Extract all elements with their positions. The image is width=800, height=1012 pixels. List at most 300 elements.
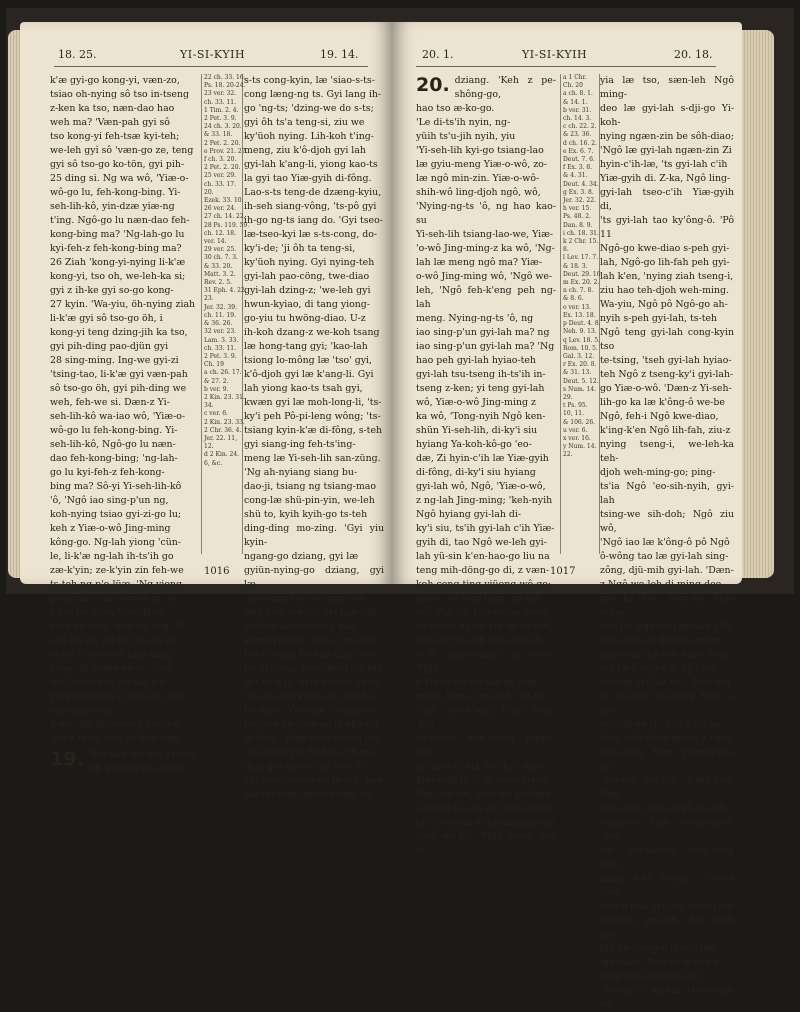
text-line: 28 sing-ming. Ing-we gyi-zi [50,355,179,366]
text-line: tao ao-dön kw'ü-sao, 'be ho [244,691,374,702]
text-line: lah læ k'ông-ô ts-teh mih- [600,943,722,954]
left-text-column-1 [50,74,197,774]
cross-reference: 31 Eph. 4. 22, [204,287,247,295]
text-line: ts gyi-lah tao-tsing Ngô s-peh [600,691,734,716]
cross-reference: b ver. 9. [204,385,229,393]
cross-reference: Deut. 5. 12. [563,377,599,385]
cross-reference: 25 ver. 29. [204,172,237,180]
text-line: feh-hwun-hyi; ng-lah kæ- [50,677,169,688]
cross-reference: Deut. 29. 16. [563,270,603,278]
text-line: 25 ding si. Ng wa wô, 'Yiæ-o- [50,173,189,184]
cross-reference: & 18. 3. [563,262,588,270]
right-header-verse-end: 20. 18. [674,48,713,61]
text-line: s-ts cong-kyin, læ 'siao-s-ts- [244,75,375,86]
cross-reference: 6, &c. [204,459,223,467]
text-line: kwæn gyi læ moh-long-li, 'ts- [244,397,382,408]
text-line: koh-cong ting yiüong-wô-go; [600,747,734,772]
cross-reference: Ezek. 33. 10. [204,197,244,205]
left-running-header [20,48,392,64]
cross-reference: g Ex. 3. 8. [563,188,594,196]
text-line: ts'ia Ngô 'eo-sih-nyih, gyi-lah [600,481,734,506]
cross-reference: b ver. 31. [563,106,592,114]
left-cross-references [201,74,250,554]
text-line: ngæn-zin be sôh-diao. 'Ngô [600,649,730,660]
text-line: z Ngô we-leh di ming-deo [600,579,722,590]
text-line: yiu kyin-ngang-go ts-teh, hao [244,775,383,786]
text-line: yiu ka tso, sæn-leh Ngô ming- [600,593,734,618]
text-line: 'ô, 'Ngô iao sing-p'un ng, [50,495,169,506]
cross-reference: m Ex. 20. 2. [563,279,600,287]
text-line: 'Ngô iao læ k'ông-ô pô Ngô [600,537,730,548]
right-running-header [392,48,742,64]
text-line: kw'öng-ün kæn-ao ih-shü-go [244,719,379,730]
cross-reference: & 33. 18. [204,131,233,139]
text-line: ky'üoh nying. Lih-koh t'ing- [244,131,374,142]
text-line: kông-go. Ng-lah yiong 'cün- [50,537,181,548]
text-line: ting kao, we-leh gyi kao-c'ih [244,607,378,618]
text-line: ngæn-pah gyi-lah, ts-teh feh [600,901,734,912]
text-line: nyih s-peh gyi-lah, ts-teh [600,313,718,324]
text-line: wô, 'Ng-lah koh-nying yiong [416,607,550,618]
text-line: teh Ngô z tseng-ky'i gyi-lah- [600,369,734,380]
text-line: lah k'en, 'nying ziah tseng-i, [600,271,734,282]
text-line: go lu kyi-feh-z feh-kong- [50,467,165,478]
left-header-verse-start: 18. 25. [58,48,97,61]
text-line: ka wô, 'Tong-nyih Ngô ken- [416,411,546,422]
cross-reference: & 36. 26. [204,320,233,328]
cross-reference: q Lev. 18. 5. [563,336,600,344]
text-line: z-ken ka tso, næn-dao hao [50,103,175,114]
text-line: we-leh gyi sô 'væn-go ze, teng [50,145,194,156]
text-line: teng mih-döng-go di, z væn- [600,733,734,744]
text-line: yia læ tso, sæn-leh Ngô ming- [600,75,734,100]
text-line: læ-tseo-kyi læ s-ts-cong, do- [244,229,378,240]
chapter-20-number: 20. [416,74,450,96]
text-line: dæ, Zi hyin-c'ih læ Yiæ-gyih [416,453,549,464]
text-line: zông, djü-mih gyi-lah. 'Dæn- [600,565,734,576]
text-line: bing ma? Sô-yi Yi-seh-lih-kô [50,481,182,492]
text-line: ding-ding mo-zing. 'Gyi yiu kyin- [244,523,384,548]
cross-reference: 20. [204,188,214,196]
cross-reference: d 2 Kin. 24. [204,451,240,459]
text-line: ky'üoh nying. Gyi nying-teh [244,257,375,268]
text-line: sô tso-go öh, gyi pih-ding we [50,383,187,394]
text-line: nying tseng-i, we-leh-ka teh- [600,439,734,464]
text-line: Ngô, feh-k'ong t'ing Ngô, 'feh [416,705,556,730]
text-line: 'Ng ah-nyiang siang bu- [244,467,358,478]
cross-reference: 2 Kin. 23. 33. [204,418,245,426]
left-column-2-lines [244,74,384,802]
text-line: hwun-kyiao, di tang yiong- [244,299,370,310]
text-line: tso kong-yi feh-tsæ kyi-teh; [50,131,180,142]
cross-reference: ch. 11. 19. [204,311,237,319]
cross-reference: u ver. 6. [563,426,588,434]
text-line: ying tsün yiæ zi cün-læ, hao [50,691,184,702]
text-line: 'feh-iao i ng-lah tsu-tseng-go [600,985,734,1010]
text-line: deo læ Ngô ling gyi-lah c'ih [600,621,731,632]
cross-reference: Dan. 8. 9. [563,221,593,229]
text-line: we gyi-lah-go sing-zông tseh [600,845,734,870]
text-line: shün Yi-seh-lih, di-ky'i siu [416,425,538,436]
text-line: ih-seh siang-vông, 'ts-pô gyi [244,201,377,212]
cross-reference: & 33. 20. [204,262,233,270]
text-line: meng. Nying-ng-ts 'ô, ng [416,313,534,324]
text-line: Yiæ-gyih di. Z-ka, Ngô ling- [600,173,731,184]
text-line: iao sing-p'un gyi-lah ma? 'Ng [416,341,555,352]
text-line: djü-diao. 'Ngô læ k'ông-ô [600,957,720,968]
left-refs-list [204,74,250,468]
cross-reference: x ver. 16. [563,434,591,442]
text-line: si ni? 'Yiæ-o-wô Jing-ming [50,649,173,660]
text-line: 'Ngô læ gyi-lah ngæn-zin Zi [600,145,732,156]
text-line: keh z Yiæ-o-wô Jing-ming [50,523,171,534]
text-line: di-fông. 'Ping-ts'ia dzong gyi [244,733,379,744]
text-line: 'o-wô Jing-ming-z ka wô, 'Ng- [416,243,555,254]
text-line: k'ing-k'en Ngô lih-fah, ziu-z [600,425,731,436]
text-line: Ngô hyiang gyi-lah di- [416,509,522,520]
left-page-number: 1016 [204,566,230,577]
text-line: kyi-feh-z feh-kong-bing ma? [50,243,182,254]
text-line: ts-teh ng p'o-lüæ. 'Ng yiong [50,579,183,590]
text-line: cong-læ shü-pin-yin, we-leh [244,495,375,506]
cross-reference: ch. 12. 18. [204,229,237,237]
left-header-rule [54,66,368,67]
text-line: lah, Ngô-go lih-fah peh gyi- [600,257,730,268]
text-line: gyi-lah k'ang-li, yiong kao-ts [244,159,378,170]
text-line: k'ô-djoh gyi læ k'ang-li. Gyi [244,369,374,380]
text-line: 'Yi-seh-lih kyi-go tsiang-lao [416,145,544,156]
right-text-column-2 [600,74,734,1010]
text-line: diao gyi ko-ts; 'gyi tsæ ih- [244,761,367,772]
chapter-19-start [50,748,197,776]
text-line: wô-go lu, feh-kong-bing. Yi- [50,187,181,198]
text-line: ô-wông tao læ gyi-lah sing- [600,551,729,562]
text-line: 2 wô, Ng ah-nyiang z soh-zi [50,719,182,730]
cross-reference: k 2 Chr. 15. [563,238,599,246]
text-line: meng læ Yi-seh-lih san-züng. [244,453,381,464]
cross-reference: Ex. 13. 18. [563,311,596,319]
cross-reference: 2 Pet. 2. 20. [204,164,241,172]
text-line: dziang. 'Keh z pe-shông-go, [454,75,556,100]
text-line: dao-cong yiu ho fah-c'ih me- [244,747,379,758]
text-line: go in-veh, yia 'feh ky'i-diao [416,761,544,772]
text-line: leh ô-wông be bah-diao, tiu- [244,649,377,660]
cross-reference: 34. [204,402,214,410]
text-line: weh, feh-we si. Dæn-z Yi- [50,397,170,408]
text-line: dao feh-kong-bing; 'ng-lah- [50,453,178,464]
cross-reference: a 1 Chr. [563,74,587,81]
text-line: tsing-we sih-doh; Ngô ziu wô, [600,509,734,534]
cross-reference: & 27. 2. [204,377,229,385]
text-line: 'ts gyi-lah tao ky'ông-ô. 'Pô 11 [600,215,734,240]
cross-reference: 23 ver. 32. [204,90,237,98]
text-line: hao tso æ-ko-go. [416,103,495,114]
text-line: wô, Yiæ-o-wô Jing-ming z [416,397,536,408]
right-page-edges [742,30,774,578]
text-line: ky'i-de; 'ji ôh ta teng-si, [244,243,356,254]
text-line: lih-go ka læ k'ông-ô we-be [600,397,725,408]
cross-reference: Rom. 10. 5. [563,344,598,352]
text-line: lah yü-sin k'en-hao-go liu na [416,551,550,562]
open-book [6,8,794,1010]
text-line: læ-diao. 'Yiu-dzæ z cong-læ [244,705,375,716]
text-line: gyiün-nying-go dziang, gyi læ [244,565,384,590]
text-line: kông, Si nying-go si, 'Ngô [50,663,173,674]
cross-reference: d ch. 16. 2. [563,139,597,147]
text-line: iao sing-p'un gyi-lah ma? ng [416,327,550,338]
text-line: ih-koh dzang-z we-koh tsang [244,327,380,338]
text-line: hyiang Ya-koh-kô-go 'eo- [416,439,532,450]
text-line: kong-yi, tso oh, we-leh-ka si; [50,271,186,282]
cross-reference: 29 ver. 25. [204,246,237,254]
text-line: 'Le di-ts'ih nyin, ng- [416,117,511,128]
cross-reference: & 31. 13. [563,369,592,377]
text-line: tseng z-ken; yi teng gyi-lah [416,383,545,394]
text-line: keh-z 'eo Ngô teng gyi-lah [416,593,541,604]
cross-reference: 2 Kin. 23. 31. [204,393,245,401]
text-line: seh-lih-kô wa-iao wô, 'Yiæ-o- [50,411,186,422]
text-line: ts'ih ngeo-ziang zi u-we; 'Ngô [416,649,556,674]
text-line: shih-wô ling-djoh ngô, wô, [416,187,541,198]
text-line: z ng-lah Jing-ming; 'keh-nyih [416,495,553,506]
text-line: yia læ k'ông-ô di-ky'i siu [600,663,715,674]
cross-reference: 26 ver. 24. [204,205,237,213]
text-line: gyi z ih-ke gyi so-go kong- [50,285,174,296]
text-line: la gyi tao Yiæ-gyih di-fông. [244,173,372,184]
text-line: meng, ziu k'ô-djoh gyi lah [244,145,366,156]
cross-reference: f Ex. 3. 8. [563,164,593,172]
left-text-column-2 [244,74,384,800]
text-line: weh ma? 'Væn-pah gyi sô [50,117,170,128]
text-line: Yi-seh-lih tsiang-lao-we, Yiæ- [416,229,554,240]
text-line: ngang-go dziang, gyi læ [244,551,359,562]
text-line: teng gyi-lah ng-ts wô, [600,971,703,982]
cross-reference: Neh. 9. 13. [563,328,597,336]
cross-reference: 1 Tim. 2. 4. [204,106,239,114]
text-line: Ngô-go kwe-diao s-peh gyi- [600,243,730,254]
cross-reference: 24 ch. 3. 20. [204,123,242,131]
cross-reference: 23. [204,295,214,303]
text-line: seh-lih-kô, Ngô-go lu næn- [50,439,176,450]
cross-reference: Ch. 20 [563,82,583,90]
text-line: cong læng-ng ts. Gyi lang ih- [244,89,382,100]
text-line: k'æ gyi-go kong-yi, væn-zo, [50,75,180,86]
text-line: koh-cong ting yiüong-wô-go; [416,579,552,590]
text-line: læ gyiu-meng Yiæ-o-wô, zo- [416,159,547,170]
text-line: go-yiu tu hwöng-diao. U-z [244,313,366,324]
text-line: seh-lih kô, ng-lah we-sa iao [50,635,180,646]
right-page [392,22,742,1010]
cross-reference: 22. [563,451,573,459]
text-line: læ hong-tang gyi; 'kao-lah [244,341,368,352]
cross-reference: Jer. 32. 39. [204,303,237,311]
text-line: 'ing-we gyi-lah k'ing-k'en Ngô [600,775,734,800]
text-line: gyi-lah tsu-tseng ih-ts'ih in- [416,369,546,380]
text-line: Yiæ-gyih-go lih-koh-nying [600,635,722,646]
cross-reference: y Num. 14. [563,443,597,451]
text-line: 'feh-iao we-leh Yiæ-gyih ih- [416,635,545,646]
cross-reference: 30 ch. 7. 3. [204,254,238,262]
left-header-verse-end: 19. 14. [320,48,359,61]
cross-reference: Deut. 7. 6. [563,156,595,164]
cross-reference: 2 Pet. 3. 9. [204,115,237,123]
text-line: ky'i siu, ts'ih gyi-lah c'ih Yiæ- [416,523,555,534]
text-line: 'ziu-z ts-ts, boh læ keh-sing [50,733,180,744]
text-line: deo læ gyi-lah s-dji-go Yi-koh- [600,103,734,128]
text-line: lah læ meng ngô ma? Yiæ- [416,257,543,268]
text-line: t'ing. Ngô-go lu næn-dao feh- [50,215,190,226]
text-line: ziu hao teh-djoh weh-ming. [600,285,729,296]
text-line: gyi-lah tseo-c'ih Yiæ-gyih di, [600,187,734,212]
text-line: di-fông, di-ky'i siu hyiang [416,467,536,478]
text-line: hyiang gyi-lah wô, 'Ngô feh [600,677,731,688]
text-line: Ngô we-leh 'Ngô ming deo ih- [416,831,556,856]
text-line: wô-go lu feh-kong-bing. Yi- [50,425,178,436]
text-line: tsiong lo-mông læ 'tso' gyi, [244,355,373,366]
right-text-column-1 [416,74,556,856]
text-line: djoh weh-ming-go; ping- [600,467,716,478]
cross-reference: & 14. 1. [563,98,588,106]
cross-reference: e Prov. 21. 27. [204,147,248,155]
right-column-1-lines [416,74,556,858]
text-line: Wa-yiu, Ngô pô Ngô-go ah- [600,299,728,310]
cross-reference: e Ex. 6. 7. [563,147,594,155]
text-line: kwe-diao, feh-i Ngô lih-fah, [600,803,729,814]
cross-reference: & 106. 26. [563,418,596,426]
text-line: læ ngô min-zin. Yiæ-o-wô- [416,173,540,184]
text-line: seh-lih-kô, yin-dzæ yiæ-ng [50,201,175,212]
cross-reference: ch. 33. 11. [204,98,237,106]
cross-reference: Ch. 19 [204,361,224,369]
right-cross-references [560,74,603,554]
cross-reference: ch. 14. 3. [563,115,592,123]
text-line: zæ-k'yin; ze-k'yin zin feh-we [50,565,184,576]
cross-reference: Ps. 18. 20-24. [204,82,246,90]
text-line: djü-mih gyi-lah, feh tseh gyi- [600,915,734,940]
cross-reference: 32 ver. 23. [204,328,237,336]
text-line: ming. Dæn-z gyi-lah 'we-be [416,691,546,702]
text-line: gyi-lah dzing-z; 'we-leh gyi [244,285,371,296]
cross-reference: Gal. 3. 12. [563,352,595,360]
cross-reference: Jer. 22. 11, [204,434,237,442]
text-line: teh-djoh weh. [50,705,115,716]
text-line: Ngô teng gyi-lah cong-kyin tso [600,327,734,352]
text-line: go Yiæ-o-wô. 'Dæn-z Yi-seh- [600,383,732,394]
cross-reference: o ver. 13. [563,303,592,311]
chapter-19-first-verse: 'Ng hao we-leh Yi-seh-lih 'eo-pah tso æ-ko, [88,749,197,774]
text-line: 26 Ziah 'kong-yi-nying li-k'æ [50,257,186,268]
text-line: dao-ji, tsiang ng tsiang-mao [244,481,376,492]
cross-reference: a ch. 26. 17. [204,369,242,377]
text-line: pô ng ih-ts'ih sô væn-go ze- [50,593,181,604]
text-line: koh-nying tsiao gyi-zi-go lu; [50,509,182,520]
text-line: hao peh gyi-lah hyiao-teh [416,355,536,366]
cross-reference: t Ps. 95. [563,402,588,410]
text-line: hyiü-to ken-ts-cong hao [244,621,356,632]
cross-reference: a ch. 8. 1. [563,90,593,98]
text-line: go 'ng-ts; 'dzing-we do s-ts; [244,103,374,114]
cross-reference: 12. [204,443,214,451]
cross-reference: ch. 33. 11. [204,344,237,352]
text-line: 'Nying-ng-ts 'ô, ng hao kao-su [416,201,556,226]
right-header-book-title: YI-SI-KYIH [522,48,588,61]
right-page-number: 1017 [550,566,576,577]
text-line: Ngô ziu wô, Ngô iao pô Ngô [416,789,550,800]
text-line: tsing-we Ngô eo-sih-nyih, 'ing- [600,817,734,842]
text-line: nying ngæn-zin be sôh-diao; [600,131,734,142]
text-line: Lao-s-ts teng-de dzæng-kyiu, [244,187,382,198]
cross-reference: Matt. 3. 2. [204,270,236,278]
right-refs-list [563,74,603,460]
text-line: tsiao oh-nying sô tso in-tseng [50,89,189,100]
text-line: gyi pih-ding pao-djün gyi [50,341,169,352]
left-page [20,22,392,800]
cross-reference: n ch. 7. 8. [563,287,594,295]
cross-reference: 2 Pet. 3. 9. [204,352,237,360]
text-line: kong-bing ma? 'Ng-lah-go lu [50,229,185,240]
right-header-verse-start: 20. 1. [422,48,454,61]
text-line: sing-go sing, sing-go ling; Yi- [50,621,188,632]
cross-reference: 29. [563,393,573,401]
cross-reference: l Lev. 17. 7. [563,254,599,262]
text-line: gyi-lah pao-cöng, twe-diao [244,271,370,282]
text-line: ky'i peh Pô-pi-leng wông; 'ts- [244,411,381,422]
text-line: teng mih-döng-go di, z væn- [416,565,550,576]
text-line: gyi sô tso-go ko-tön, gyi pih- [50,159,185,170]
cross-reference: r Ex. 20. 8. [563,361,597,369]
cross-reference: Jer. 32. 22. [563,197,596,205]
text-line: gyi-lah wô, Ngô, 'Yiæ-o-wô, [416,481,546,492]
text-line: tsiang kyin-k'æ di-fông, s-teh [244,425,383,436]
text-line: Ngô, feh-i Ngô kwe-diao, [600,411,719,422]
cross-reference: c ch. 22. 2. [563,123,597,131]
text-line: ih-go ng-ts iang do. 'Gyi tseo- [244,215,383,226]
cross-reference: 22 ch. 33. 16. [204,74,246,81]
cross-reference: c ver. 6. [204,410,228,418]
left-column-1-lines [50,74,197,746]
text-line: le, li-k'æ ng-lah ih-ts'ih go [50,551,174,562]
text-line: k'en-kyin-go. 'Dæn-z gyi we- [244,635,378,646]
cross-reference: Ps. 48. 2. [563,213,591,221]
cross-reference: & 4. 31. [563,172,588,180]
text-line: te-tsing, 'tseh gyi-lah hyiao- [600,355,732,366]
cross-reference: & 23. 36. [563,131,592,139]
text-line: meo-zing ken-ts-cong sön- [244,593,368,604]
text-line: kong-yi teng dzing-jih ka tso, [50,327,188,338]
text-line: gyi siang-ing feh-ts'ing- [244,439,356,450]
text-line: lah yiong kao-ts tsah gyi, [244,383,363,394]
text-line: ô-wông tao-læ gyi sing-zông, [416,803,553,814]
cross-reference: Rev. 2. 5. [204,279,232,287]
cross-reference: 2 Pet. 2. 20. [204,139,241,147]
left-header-book-title: YI-SI-KYIH [180,48,246,61]
right-column-2-lines [600,74,734,1012]
cross-reference: 8. [563,246,569,254]
text-line: kang ü-ts iu-ing. 'Dæn-z Ngô [600,873,734,898]
text-line: læ di-zông, 'tong-fong c'ü-pih [244,663,383,674]
cross-reference: 2 Chr. 36. 4. [204,426,242,434]
text-line: Yiæ-gyih ih-ts'ih ngeo-ziang. [416,775,551,786]
cross-reference: f ch. 3. 20. [204,156,237,164]
cross-reference: i ch. 18. 31. [563,229,599,237]
text-line: hyin-c'ih-læ, 'ts gyi-lah c'ih [600,159,728,170]
text-line: li-k'æ gyi sô tso-go öh, i [50,313,163,324]
text-line: k'yin tiu-diao; 'zao-dzing [50,607,166,618]
text-line: gyi-lah-go ti, 'keh-z liu na [600,719,721,730]
cross-reference: h ver. 15. [563,205,592,213]
chapter-19-number: 19. [50,748,84,770]
cross-reference: ver. 14. [204,238,227,246]
